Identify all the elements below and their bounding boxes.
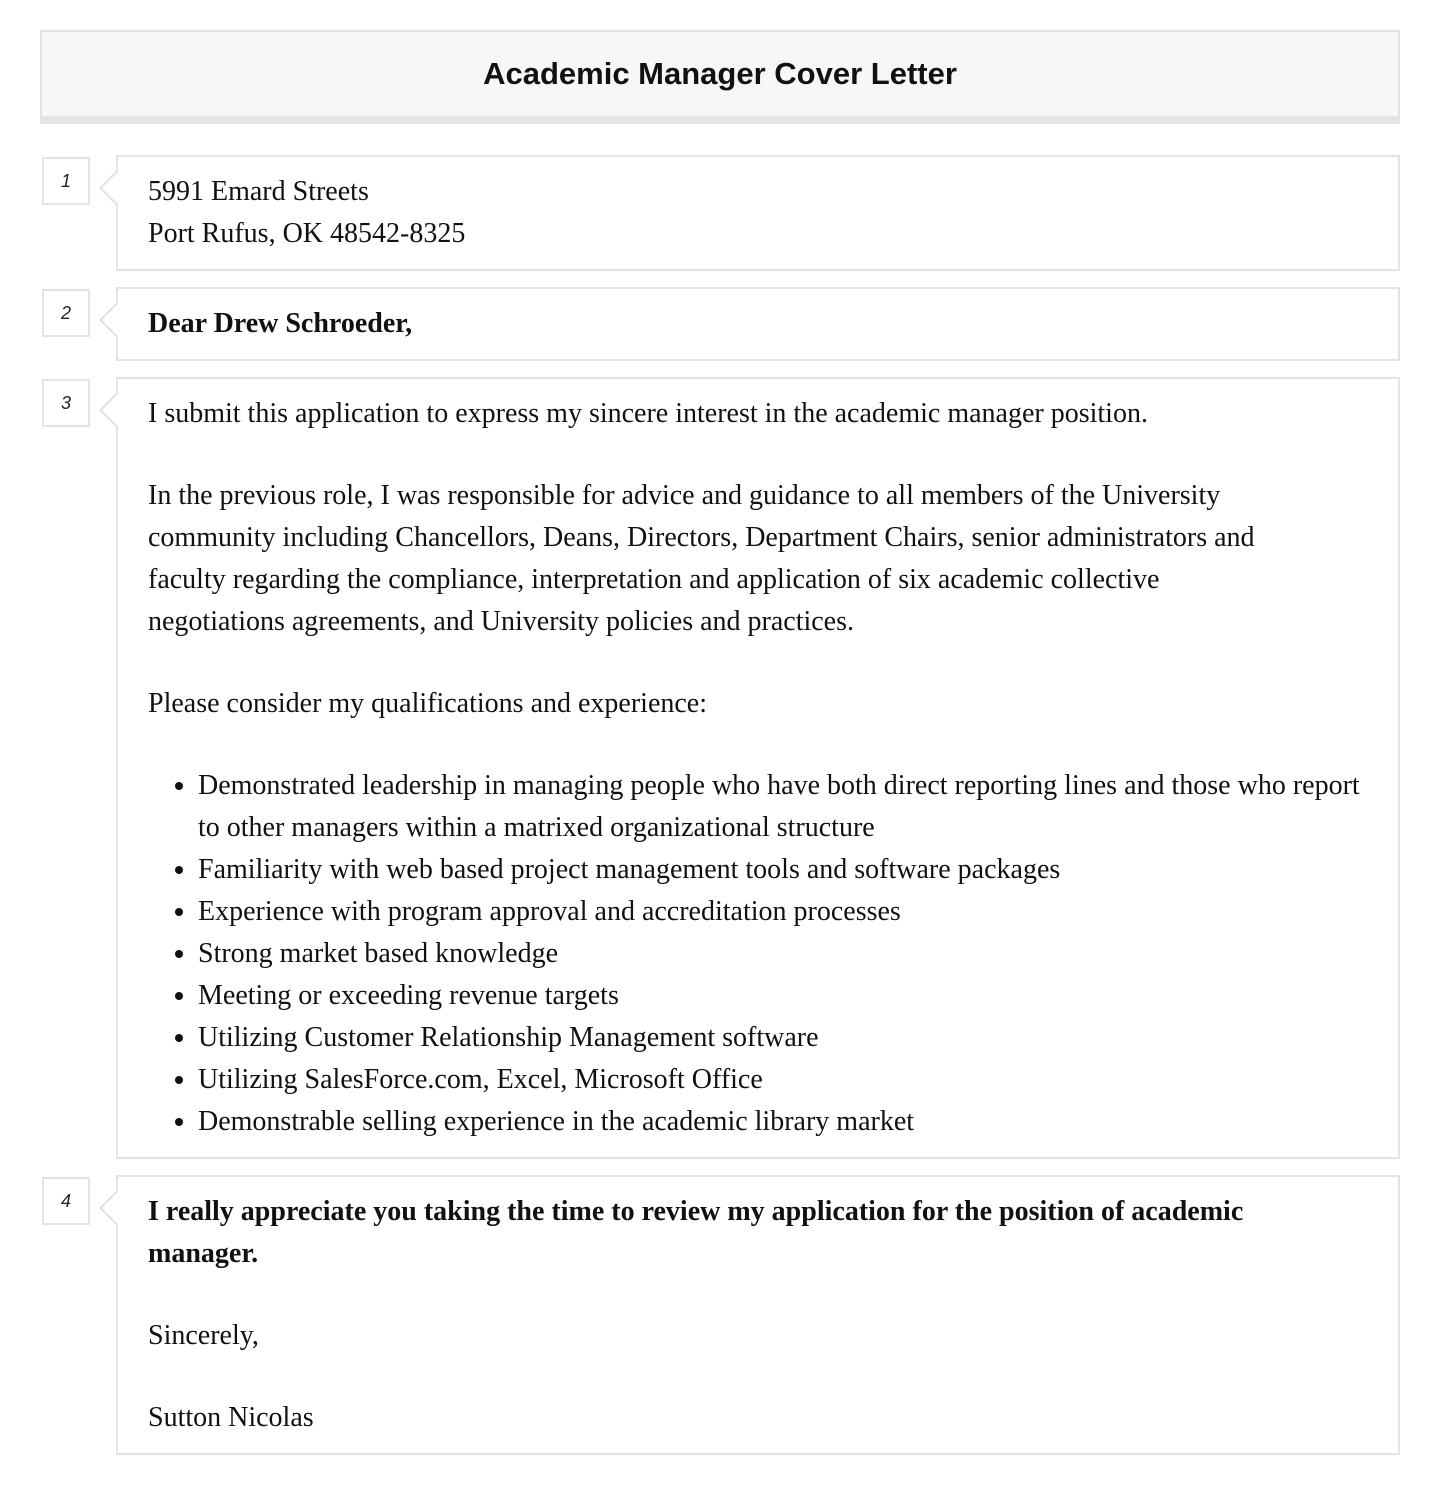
greeting-block — [116, 287, 1400, 361]
address-content — [148, 171, 1368, 255]
qualifications-intro — [148, 683, 1368, 725]
qualification-item: • Experience with program approval and accreditation processes — [198, 891, 1368, 933]
paragraph-line: negotiations agreements, and University policies and practices. — [148, 606, 855, 637]
section-number-badge: 3 — [42, 379, 90, 427]
greeting-content — [148, 303, 1368, 345]
intro-paragraph: I submit this application to express my sincere interest in the academic manager position. — [148, 398, 1148, 429]
closing-content — [148, 1191, 1368, 1439]
body-content — [148, 393, 1368, 1143]
qualification-item: • Utilizing SalesForce.com, Excel, Microsoft Office — [198, 1059, 1368, 1101]
closing-block — [116, 1175, 1400, 1455]
qualification-item: • Strong market based knowledge — [198, 933, 1368, 975]
section-number-badge: 1 — [42, 157, 90, 205]
thanks-line: I really appreciate you taking the time to review my application for the position of academic — [148, 1196, 1244, 1227]
qualification-item: • Demonstrated leadership in managing people who have both direct reporting lines and those who report to other managers within a matrixed organizational structure — [198, 765, 1368, 849]
thanks-line: manager. — [148, 1238, 259, 1269]
qualification-item: • Familiarity with web based project management tools and software packages — [198, 849, 1368, 891]
qualification-item: • Meeting or exceeding revenue targets — [198, 975, 1368, 1017]
signoff-wrapper — [148, 1315, 1368, 1357]
address-street: 5991 Emard Streets — [148, 176, 369, 207]
salutation: Dear Drew Schroeder, — [148, 308, 413, 339]
signature-wrapper — [148, 1397, 1368, 1439]
signature-name: Sutton Nicolas — [148, 1402, 314, 1433]
page-title: Academic Manager Cover Letter — [483, 56, 957, 91]
paragraph-line: In the previous role, I was responsible for advice and guidance to all members of the University — [148, 480, 1221, 511]
address-city: Port Rufus, OK 48542-8325 — [148, 218, 466, 249]
previous-role-paragraph — [148, 475, 1368, 643]
body-block — [116, 377, 1400, 1159]
qualification-item: • Utilizing Customer Relationship Management software — [198, 1017, 1368, 1059]
section-number-badge: 4 — [42, 1177, 90, 1225]
address-block — [116, 155, 1400, 271]
qualifications-intro-text: Please consider my qualifications and experience: — [148, 688, 708, 719]
paragraph-line: faculty regarding the compliance, interpretation and application of six academic collective — [148, 564, 1160, 595]
page-header — [40, 30, 1400, 124]
section-number-badge: 2 — [42, 289, 90, 337]
qualification-item: • Demonstrable selling experience in the academic library market — [198, 1101, 1368, 1143]
signoff: Sincerely, — [148, 1320, 259, 1351]
qualifications-list — [148, 765, 1368, 1143]
paragraph-line: community including Chancellors, Deans, Directors, Department Chairs, senior administrators and — [148, 522, 1255, 553]
